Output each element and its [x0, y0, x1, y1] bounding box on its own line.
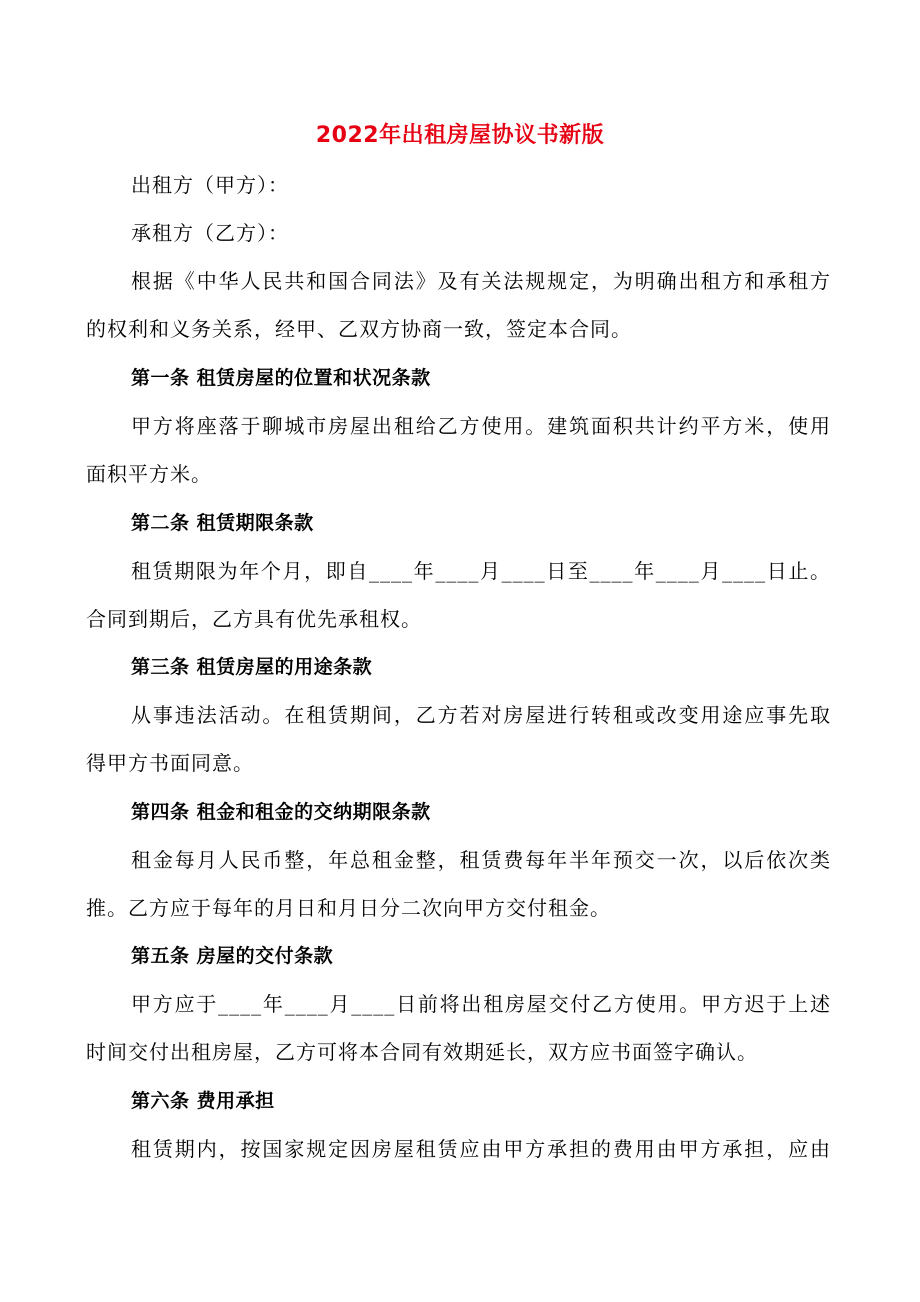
article-4-line-2: 推。乙方应于每年的月日和月日分二次向甲方交付租金。: [86, 896, 611, 920]
lessor-line: 出租方（甲方）：: [131, 173, 289, 197]
document-title: 2022年出租房屋协议书新版: [315, 123, 605, 148]
article-6-line-1: 租赁期内，按国家规定因房屋租赁应由甲方承担的费用由甲方承担，应由: [131, 1137, 831, 1161]
article-4-heading: 第四条 租金和租金的交纳期限条款: [131, 801, 431, 823]
article-1-heading: 第一条 租赁房屋的位置和状况条款: [131, 367, 431, 389]
article-2-line-1: 租赁期限为年个月，即自____年____月____日至____年____月____日止。: [131, 559, 831, 583]
article-3-heading: 第三条 租赁房屋的用途条款: [131, 656, 373, 678]
intro-line-2: 的权利和义务关系，经甲、乙双方协商一致，签定本合同。: [86, 317, 632, 341]
article-5-heading: 第五条 房屋的交付条款: [131, 945, 334, 967]
article-1-line-2: 面积平方米。: [86, 462, 212, 486]
article-6-heading: 第六条 费用承担: [131, 1090, 275, 1112]
article-4-line-1: 租金每月人民币整，年总租金整，租赁费每年半年预交一次，以后依次类: [131, 848, 831, 872]
article-1-line-1: 甲方将座落于聊城市房屋出租给乙方使用。建筑面积共计约平方米，使用: [131, 414, 831, 438]
article-3-line-2: 得甲方书面同意。: [86, 751, 254, 775]
article-2-heading: 第二条 租赁期限条款: [131, 512, 314, 534]
article-5-line-2: 时间交付出租房屋，乙方可将本合同有效期延长，双方应书面签字确认。: [86, 1040, 758, 1064]
intro-line-1: 根据《中华人民共和国合同法》及有关法规规定，为明确出租方和承租方: [131, 269, 831, 293]
article-3-line-1: 从事违法活动。在租赁期间，乙方若对房屋进行转租或改变用途应事先取: [131, 703, 831, 727]
article-2-line-2: 合同到期后，乙方具有优先承租权。: [86, 607, 422, 631]
lessee-line: 承租方（乙方）：: [131, 221, 289, 245]
article-5-line-1: 甲方应于____年____月____日前将出租房屋交付乙方使用。甲方迟于上述: [131, 992, 831, 1016]
